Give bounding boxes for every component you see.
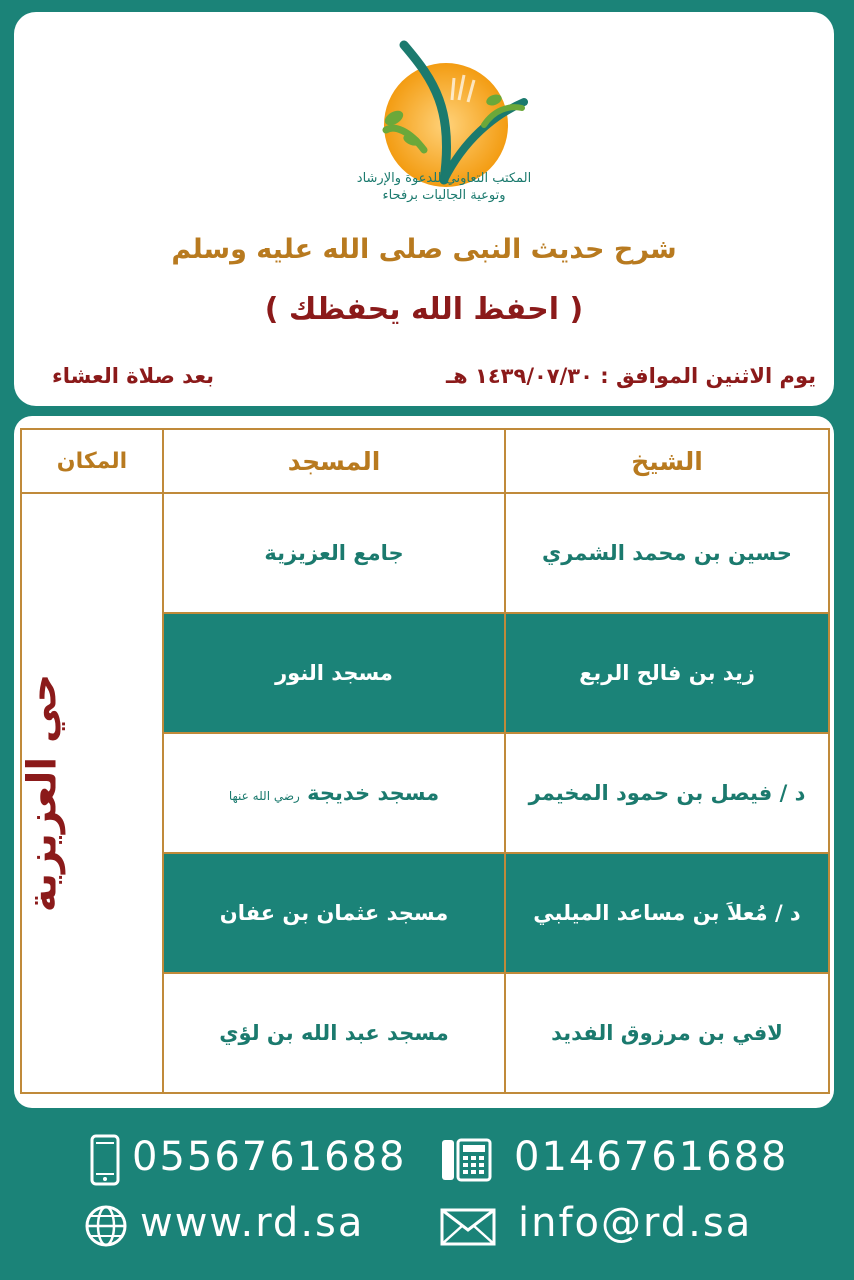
- mobile-phone-icon: [90, 1134, 120, 1186]
- sheikh-cell: د / فيصل بن حمود المخيمر: [505, 733, 829, 853]
- sheikh-cell: لافي بن مرزوق الفديد: [505, 973, 829, 1093]
- place-cell: [21, 493, 163, 1093]
- mosque-name: مسجد خديجة: [307, 781, 440, 805]
- lecture-time: بعد صلاة العشاء: [52, 364, 215, 388]
- header-mosque: المسجد: [163, 429, 505, 493]
- mosque-cell: مسجد النور: [163, 613, 505, 733]
- sheikh-cell: د / مُعلاَ بن مساعد الميلبي: [505, 853, 829, 973]
- table-row: [21, 493, 829, 613]
- phone-number[interactable]: 0146761688: [514, 1134, 789, 1180]
- org-line-1: المكتب التعاوني للدعوة والإرشاد: [356, 171, 532, 186]
- email-link[interactable]: info@rd.sa: [518, 1200, 753, 1246]
- sheikh-cell: حسين بن محمد الشمري: [505, 493, 829, 613]
- table-header-row: [21, 429, 829, 493]
- sheikh-cell: زيد بن فالح الربع: [505, 613, 829, 733]
- lecture-date: يوم الاثنين الموافق : ١٤٣٩/٠٧/٣٠ هـ: [445, 364, 816, 388]
- mosque-cell: مسجد عبد الله بن لؤي: [163, 973, 505, 1093]
- schedule-card: [14, 416, 834, 1108]
- mosque-note: رضي الله عنها: [228, 789, 300, 803]
- place-value: حي العزيزية: [19, 673, 66, 913]
- globe-icon: [84, 1204, 128, 1248]
- desk-phone-icon: [440, 1138, 492, 1182]
- organization-name: [314, 170, 574, 204]
- mosque-cell: [163, 733, 505, 853]
- mosque-cell: جامع العزيزية: [163, 493, 505, 613]
- lecture-subtitle: ( احفظ الله يحفظك ): [264, 292, 584, 327]
- mobile-number[interactable]: 0556761688: [132, 1134, 407, 1180]
- header-sheikh: الشيخ: [505, 429, 829, 493]
- website-link[interactable]: www.rd.sa: [140, 1200, 365, 1246]
- schedule-table: [20, 428, 830, 1094]
- org-line-2: وتوعية الجاليات برفحاء: [382, 188, 506, 203]
- mosque-cell: مسجد عثمان بن عفان: [163, 853, 505, 973]
- lecture-title: شرح حديث النبى صلى الله عليه وسلم: [171, 234, 677, 265]
- header-place: المكان: [21, 429, 163, 493]
- header-card: [14, 12, 834, 406]
- envelope-icon: [440, 1208, 496, 1246]
